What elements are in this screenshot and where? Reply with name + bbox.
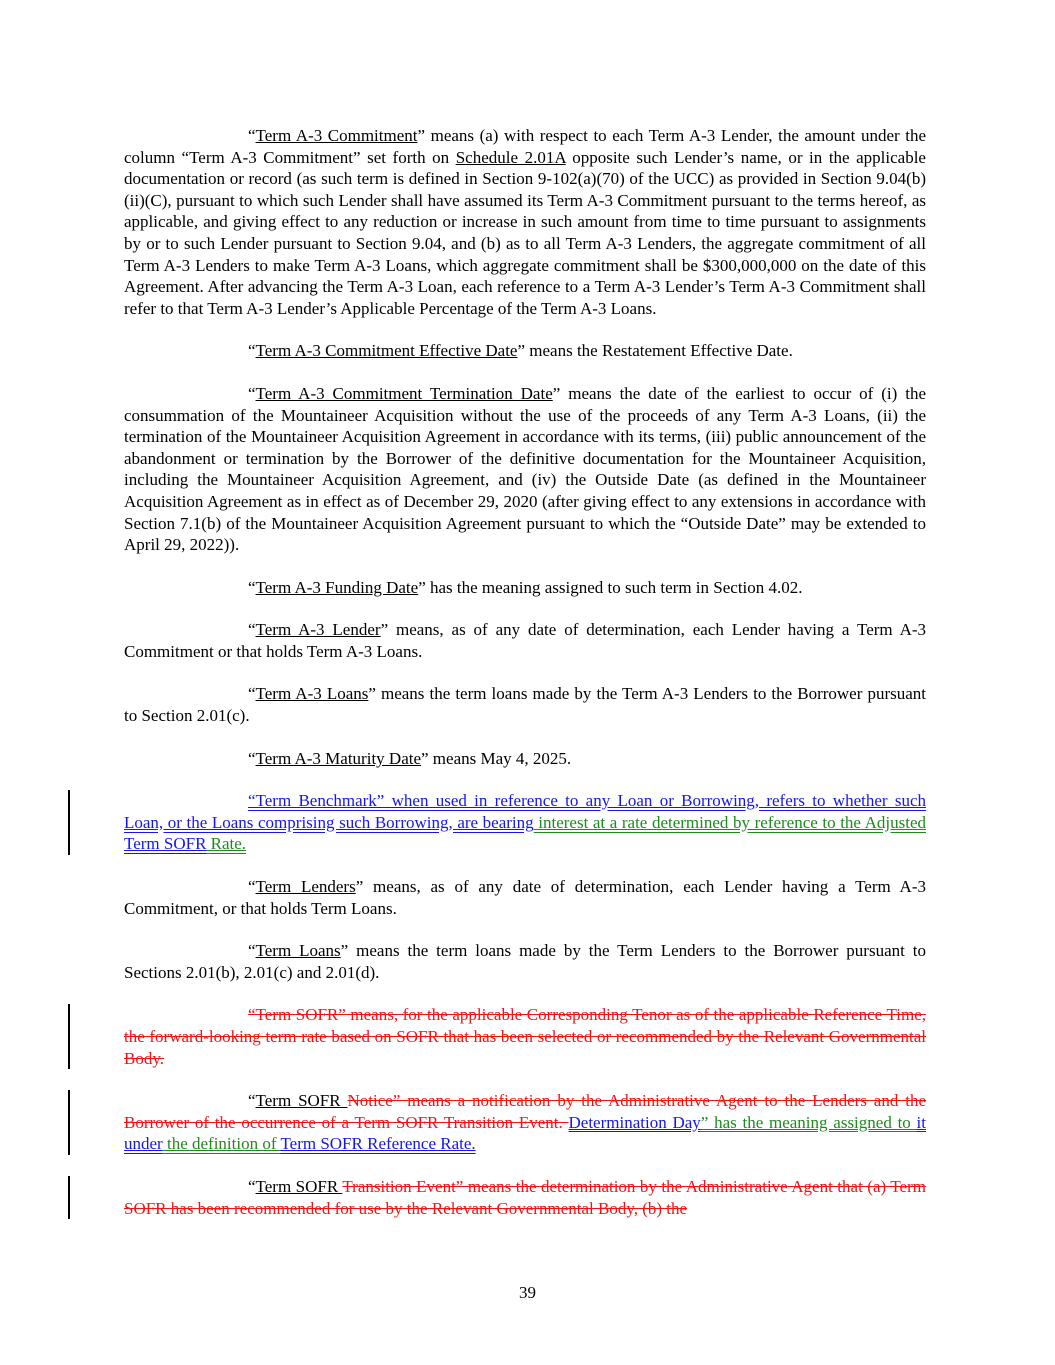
definition-paragraph: [124, 1090, 926, 1155]
inserted-text: Term SOFR Reference Rate.: [280, 1134, 476, 1154]
change-bar: [68, 1090, 70, 1155]
defined-term: Term SOFR: [255, 1176, 343, 1196]
text-run: ” means the Restatement Effective Date.: [517, 341, 793, 361]
page-number: 39: [519, 1283, 536, 1302]
document-body: [124, 125, 926, 1240]
inserted-text: are bearing: [457, 812, 534, 832]
defined-term: Schedule 2.01A: [455, 147, 566, 167]
defined-term: Term A-3 Loans: [255, 684, 369, 704]
text-run: ” means the term loans made by the Term Lenders to the Borrower pursuant to Sections 2.01(b), 2.01(c) and 2.01(d).: [124, 941, 926, 982]
definition-paragraph: [124, 940, 926, 983]
text-run: “: [248, 383, 256, 403]
inserted-text: the definition of: [162, 1134, 281, 1154]
text-run: ” means the term loans made by the Term A-3 Lenders to the Borrower pursuant to Section 2.01(c).: [124, 684, 926, 726]
change-bar: [68, 790, 70, 855]
deleted-text: Notice” means a notification by the Administrative Agent to the Lenders and the Borrower of the occurrence of a Term SOFR Transition Event.: [124, 1091, 927, 1132]
text-run: “: [248, 620, 256, 640]
deleted-text: “Term SOFR” means, for the applicable Corresponding Tenor as of the applicable Reference Time, the forward-looking term rate based on SOFR that has been selected or recommended by the Relevant Governmental Body.: [124, 1005, 926, 1068]
text-run: “: [248, 748, 256, 768]
defined-term: Term A-3 Funding Date: [255, 577, 419, 597]
deleted-text: Transition Event” means the determination by the Administrative Agent that (a) Term SOFR has been recommended for use by the Relevant Governmental Body, (b) the: [124, 1176, 926, 1218]
definition-paragraph: [124, 790, 926, 855]
text-run: ” means (a) with respect to each Term A-3 Lender, the amount under the column “Term A-3 Commitment” set forth on: [124, 126, 926, 167]
definition-paragraph: [124, 1004, 926, 1069]
definition-paragraph: [124, 125, 926, 319]
defined-term: Term Lenders: [255, 877, 356, 897]
text-run: “: [248, 941, 256, 961]
definition-paragraph: [124, 383, 926, 556]
text-run: ” means, as of any date of determination, each Lender having a Term A-3 Commitment or that holds Term A-3 Loans.: [124, 620, 927, 661]
defined-term: Term A-3 Lender: [255, 620, 381, 640]
change-bar: [68, 1004, 70, 1069]
text-run: ” has the meaning assigned to such term in Section 4.02.: [418, 577, 803, 597]
defined-term: Term SOFR: [255, 1091, 348, 1111]
text-run: “: [248, 1091, 256, 1111]
text-run: “: [248, 126, 256, 145]
defined-term: Term A-3 Maturity Date: [255, 748, 422, 768]
inserted-text: “Term Benchmark” when used in reference to any Loan or Borrowing, refers to whether such Loan, or the Loans comprising such Borrowing,: [124, 791, 926, 832]
defined-term: Term Loans: [255, 941, 341, 961]
text-run: opposite such Lender’s name, or in the applicable documentation or record (as such term is defined in Section 9-102(a)(70) of the UCC) as provided in Section 9.04(b)(ii)(C), pursuant to which such Lender shall have assumed its Term A-3 Commitment pursuant to the terms hereof, as applicable, and giving effect to any reduction or increase in such amount from time to time pursuant to assignments by or to such Lender pursuant to Section 9.04, and (b) as to all Term A-3 Lenders, the aggregate commitment of all Term A-3 Lenders to make Term A-3 Loans, which aggregate commitment shall be $300,000,000 on the date of this Agreement. After advancing the Term A-3 Loan, each reference to a Term A-3 Lender’s Term A-3 Commitment shall refer to that Term A-3 Lender’s Applicable Percentage of the Term A-3 Loans.: [124, 147, 926, 318]
definition-paragraph: [124, 748, 926, 770]
inserted-text: interest at a rate determined by reference to the Adjusted: [533, 812, 926, 832]
text-run: ” means, as of any date of determination, each Lender having a Term A-3 Commitment, or that holds Term Loans.: [124, 877, 926, 918]
definition-paragraph: [124, 577, 926, 599]
definition-paragraph: [124, 1176, 926, 1219]
text-run: ” means the date of the earliest to occur of (i) the consummation of the Mountaineer Acquisition without the use of the proceeds of any Term A-3 Loans, (ii) the termination of the Mountaineer Acquisition Agreement in accordance with its terms, (iii) public announcement of the abandonment or termination by the Borrower of the definitive documentation for the Mountaineer Acquisition, including the Mountaineer Acquisition Agreement, and (iv) the Outside Date (as defined in the Mountaineer Acquisition Agreement as in effect as of December 29, 2020 (after giving effect to any extensions in accordance with Section 7.1(b) of the Mountaineer Acquisition Agreement pursuant to which the “Outside Date” may be extended to April 29, 2022)).: [124, 383, 926, 555]
definition-paragraph: [124, 619, 926, 662]
defined-term: Term A-3 Commitment Termination Date: [255, 383, 553, 403]
definition-paragraph: [124, 683, 926, 726]
text-run: ” means May 4, 2025.: [421, 748, 572, 768]
inserted-text: Term SOFR: [124, 834, 207, 854]
inserted-text: Rate.: [206, 834, 247, 854]
text-run: “: [248, 341, 256, 361]
definition-paragraph: [124, 876, 926, 919]
text-run: “: [248, 577, 256, 597]
defined-term: Term A-3 Commitment Effective Date: [255, 341, 518, 361]
inserted-text: it under: [124, 1112, 926, 1154]
defined-term: Term A-3 Commitment: [255, 126, 418, 145]
text-run: “: [248, 684, 256, 704]
definition-paragraph: [124, 340, 926, 362]
inserted-text: ” has the meaning assigned to: [700, 1112, 917, 1132]
text-run: “: [248, 1176, 256, 1196]
inserted-text: Determination Day: [568, 1112, 701, 1132]
change-bar: [68, 1176, 70, 1219]
text-run: “: [248, 877, 256, 897]
